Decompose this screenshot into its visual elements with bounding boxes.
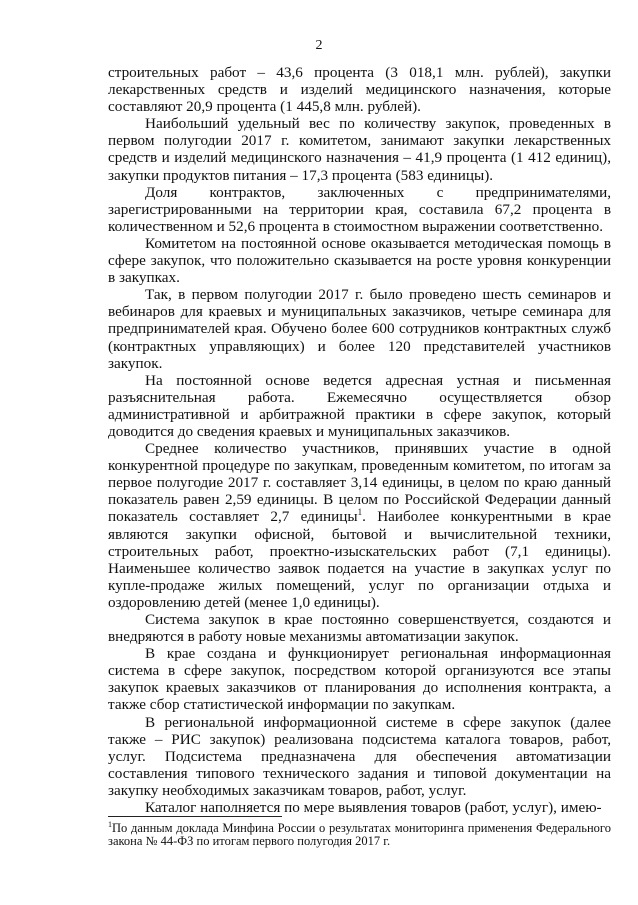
paragraph-7-text-b: . Наиболее конкурентными в крае являются закупки офисной, бытовой и вычислительной техники, строительных работ, проектно-изыскательских работ (7,1 единицы). Наименьшее количество заявок подается на участие в закупках услуг по купле-продаже жилых помещений, услуг по организации отдыха и оздоровлению детей (менее 1,0 единицы). (108, 508, 611, 611)
paragraph-11: Каталог наполняется по мере выявления товаров (работ, услуг), имею- (145, 799, 602, 817)
paragraph-4: Комитетом на постоянной основе оказывается методическая помощь в сфере закупок, что положительно сказывается на росте уровня конкуренции в закупках. (108, 234, 611, 287)
paragraph-10: В региональной информационной системе в сфере закупок (далее также – РИС закупок) реализована подсистема каталога товаров, работ, услуг. Подсистема предназначена для обеспечения автоматизации составления типового технического задания и типовой документации на закупку необходимых заказчикам товаров, работ, услуг. (108, 713, 611, 799)
paragraph-8: Система закупок в крае постоянно совершенствуется, создаются и внедряются в работу новые механизмы автоматизации закупок. (108, 611, 611, 646)
footnote-mark: 1 (108, 819, 112, 829)
paragraph-7 (108, 440, 611, 611)
footnote (108, 819, 611, 848)
paragraph-1: строительных работ – 43,6 процента (3 018,1 млн. рублей), закупки лекарственных средств и изделий медицинского назначения, которые составляют 20,9 процента (1 445,8 млн. рублей). (108, 64, 611, 116)
paragraph-5: Так, в первом полугодии 2017 г. было проведено шесть семинаров и вебинаров для краевых и муниципальных заказчиков, четыре семинара для предпринимателей края. Обучено более 600 сотрудников контрактных служб (контрактных управляющих) и более 120 представителей участников закупок. (108, 286, 611, 372)
paragraph-7-text-a: Среднее количество участников, принявших участие в одной конкурентной процедуре по закупкам, проведенным комитетом, по итогам за первое полугодие 2017 г. составляет 3,14 единицы, в целом по краю данный показатель равен 2,59 единицы. В целом по Российской Федерации данный показатель составляет 2,7 единицы (108, 440, 611, 526)
paragraph-2: Наибольший удельный вес по количеству закупок, проведенных в первом полугодии 2017 г. комитетом, занимают закупки лекарственных средств и изделий медицинского назначения – 41,9 процента (1 412 единиц), закупки продуктов питания – 17,3 процента (583 единицы). (108, 115, 611, 184)
paragraph-9: В крае создана и функционирует региональная информационная система в сфере закупок, посредством которой организуются все этапы закупок краевых заказчиков от планирования до исполнения контракта, а также сбор статистической информации по закупкам. (108, 645, 611, 714)
page-number: 2 (315, 38, 323, 53)
footnote-reference: 1 (357, 507, 363, 518)
paragraph-3: Доля контрактов, заключенных с предпринимателями, зарегистрированными на территории края, составила 67,2 процента в количественном и 52,6 процента в стоимостном выражении соответственно. (108, 183, 611, 235)
document-body (108, 64, 611, 816)
footnote-divider (108, 816, 282, 817)
footnote-text: По данным доклада Минфина России о результатах мониторинга применения Федерального закона № 44-ФЗ по итогам первого полугодия 2017 г. (108, 821, 611, 848)
paragraph-6: На постоянной основе ведется адресная устная и письменная разъяснительная работа. Ежемесячно осуществляется обзор административной и арбитражной практики в сфере закупок, который доводится до сведения краевых и муниципальных заказчиков. (108, 371, 611, 440)
